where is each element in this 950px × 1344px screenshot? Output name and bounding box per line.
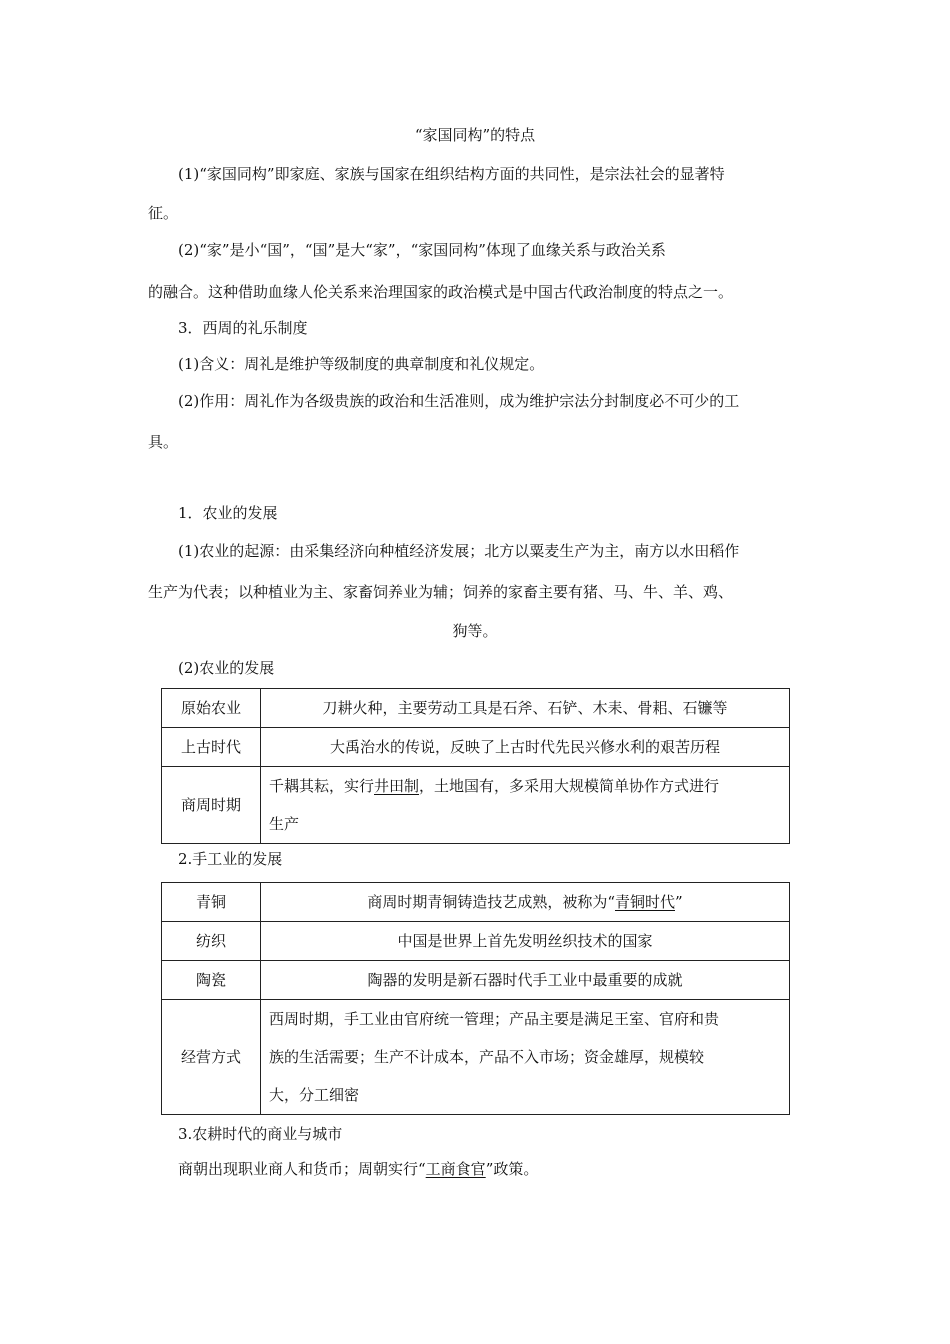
agriculture-p1-line2: 生产为代表；以种植业为主、家畜饲养业为辅；饲养的家畜主要有猪、马、牛、羊、鸡、 — [148, 583, 734, 601]
table-row — [162, 922, 790, 961]
commerce-heading: 3.农耕时代的商业与城市 — [178, 1125, 343, 1143]
text-segment: ，土地国有，多采用大规模简单协作方式进行 — [419, 777, 720, 795]
table-cell-label: 经营方式 — [162, 1000, 261, 1115]
liyue-p2-line1: (2)作用：周礼作为各级贵族的政治和生活准则，成为维护宗法分封制度必不可少的工 — [178, 392, 740, 410]
table-row — [162, 883, 790, 922]
section-title: “家国同构”的特点 — [414, 126, 536, 144]
jiaguo-p1-line2: 征。 — [148, 204, 179, 222]
table-cell-text — [261, 883, 790, 922]
text-segment: 西周时期，手工业由官府统一管理；产品主要是满足王室、官府和贵 — [269, 1010, 720, 1028]
table-cell-text: 大禹治水的传说，反映了上古时代先民兴修水利的艰苦历程 — [261, 728, 790, 767]
table-cell-text: 刀耕火种，主要劳动工具是石斧、石铲、木耒、骨耜、石镰等 — [261, 689, 790, 728]
text-segment: ” — [675, 893, 683, 911]
table-cell-text: 陶器的发明是新石器时代手工业中最重要的成就 — [261, 961, 790, 1000]
text-segment: 族的生活需要；生产不计成本，产品不入市场；资金雄厚，规模较 — [269, 1048, 705, 1066]
table-cell-label: 陶瓷 — [162, 961, 261, 1000]
liyue-p1: (1)含义：周礼是维护等级制度的典章制度和礼仪规定。 — [178, 355, 545, 373]
agriculture-table — [161, 688, 790, 844]
text-segment: ”政策。 — [485, 1160, 539, 1178]
text-segment: 大，分工细密 — [269, 1086, 360, 1104]
jiaguo-p2-line2: 的融合。这种借助血缘人伦关系来治理国家的政治模式是中国古代政治制度的特点之一。 — [148, 283, 734, 301]
table-row — [162, 961, 790, 1000]
handicraft-table — [161, 882, 790, 1115]
liyue-heading: 3．西周的礼乐制度 — [178, 319, 308, 337]
table-cell-text: 中国是世界上首先发明丝织技术的国家 — [261, 922, 790, 961]
text-segment: 商朝出现职业商人和货币；周朝实行“ — [178, 1160, 426, 1178]
agriculture-p2: (2)农业的发展 — [178, 659, 275, 677]
text-segment: 商周时期青铜铸造技艺成熟，被称为“ — [367, 893, 615, 911]
agriculture-p1-line1: (1)农业的起源：由采集经济向种植经济发展；北方以粟麦生产为主，南方以水田稻作 — [178, 542, 740, 560]
handicraft-heading: 2.手工业的发展 — [178, 850, 283, 868]
text-segment: 生产 — [269, 815, 300, 833]
table-row — [162, 767, 790, 844]
commerce-text — [178, 1159, 538, 1179]
table-cell-label: 上古时代 — [162, 728, 261, 767]
agriculture-p1-line3: 狗等。 — [452, 622, 498, 640]
table-cell-label: 青铜 — [162, 883, 261, 922]
table-row — [162, 689, 790, 728]
underlined-term: 青铜时代 — [614, 893, 675, 911]
jiaguo-p1-line1: (1)“家国同构”即家庭、家族与国家在组织结构方面的共同性，是宗法社会的显著特 — [178, 165, 725, 183]
jiaguo-p2-line1: (2)“家”是小“国”，“国”是大“家”，“家国同构”体现了血缘关系与政治关系 — [178, 241, 666, 259]
text-segment: 千耦其耘，实行 — [269, 777, 375, 795]
table-cell-text — [261, 1000, 790, 1115]
underlined-term: 井田制 — [374, 777, 420, 795]
agriculture-heading: 1．农业的发展 — [178, 504, 278, 522]
liyue-p2-line2: 具。 — [148, 433, 179, 451]
table-cell-label: 纺织 — [162, 922, 261, 961]
table-row — [162, 728, 790, 767]
underlined-term: 工商食官 — [425, 1160, 486, 1178]
table-cell-label: 原始农业 — [162, 689, 261, 728]
table-cell-text — [261, 767, 790, 844]
table-cell-label: 商周时期 — [162, 767, 261, 844]
table-row — [162, 1000, 790, 1115]
